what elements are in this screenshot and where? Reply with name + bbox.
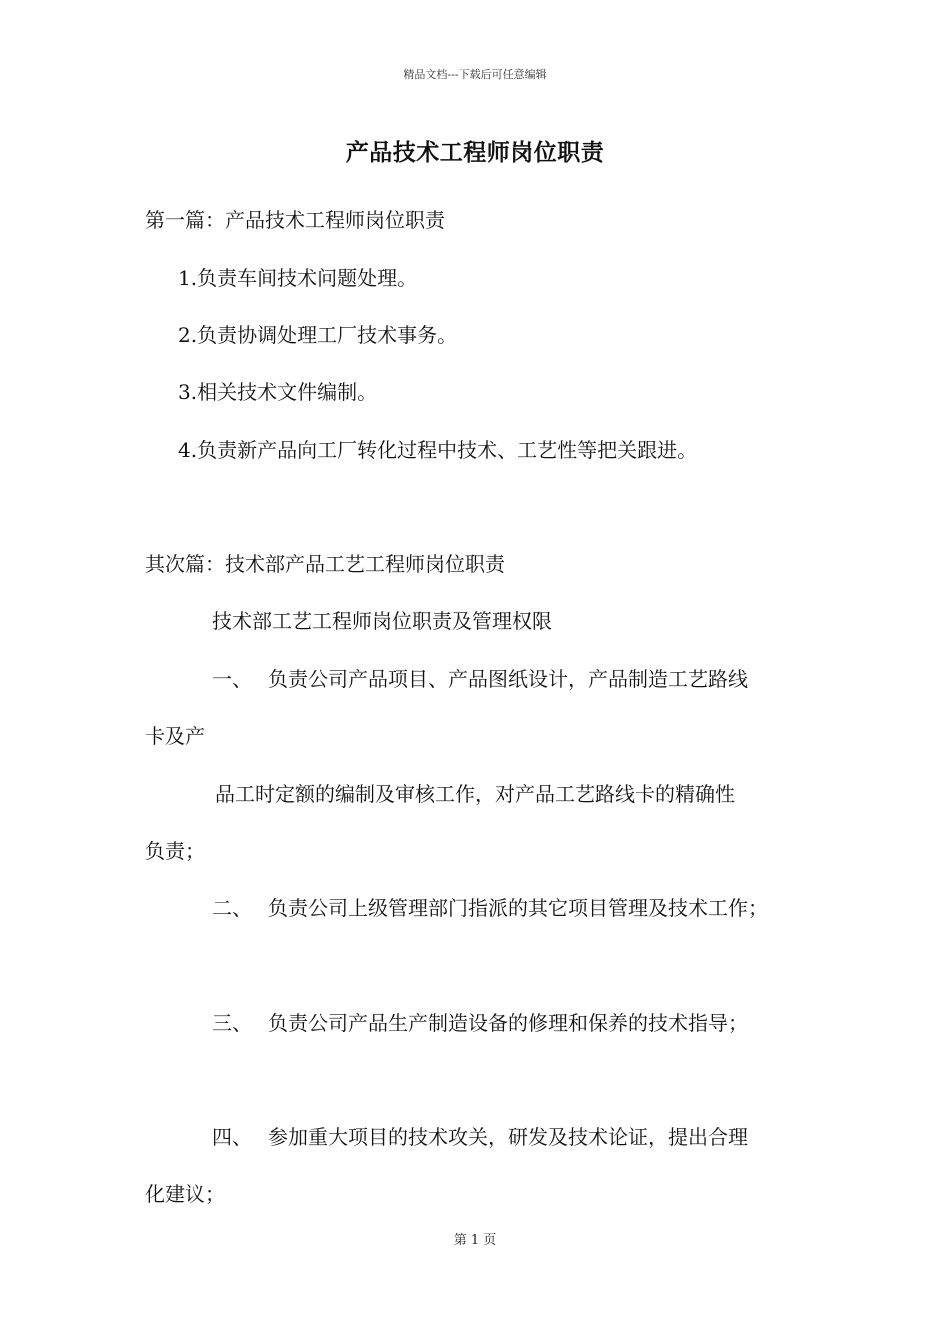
item-number: 四、 bbox=[212, 1125, 252, 1149]
item-text: 负责公司产品项目、产品图纸设计，产品制造工艺路线 bbox=[268, 667, 748, 691]
item-text: 负责公司上级管理部门指派的其它项目管理及技术工作； bbox=[268, 896, 768, 920]
page-header: 精品文档---下载后可任意编辑 bbox=[403, 68, 547, 81]
item-number: 一、 bbox=[212, 667, 252, 691]
item-number: 二、 bbox=[212, 896, 252, 920]
item-continuation: 卡及产 bbox=[145, 724, 205, 748]
item-continuation: 负责； bbox=[145, 839, 205, 863]
duty-item-1-cont: 品工时定额的编制及审核工作，对产品工艺路线卡的精确性 bbox=[215, 782, 735, 806]
item-text: 参加重大项目的技术攻关，研发及技术论证，提出合理 bbox=[268, 1125, 748, 1149]
page-number: 第 1 页 bbox=[453, 1233, 497, 1248]
duty-item-3 bbox=[212, 1009, 748, 1037]
duty-item-4 bbox=[212, 1123, 748, 1151]
duty-item-1 bbox=[212, 665, 748, 693]
document-title: 产品技术工程师岗位职责 bbox=[345, 139, 605, 166]
list-item: 3.相关技术文件编制。 bbox=[178, 380, 378, 404]
section-heading-2: 其次篇：技术部产品工艺工程师岗位职责 bbox=[145, 552, 505, 576]
item-continuation: 化建议； bbox=[145, 1182, 225, 1206]
list-item: 1.负责车间技术问题处理。 bbox=[178, 266, 418, 290]
list-item: 2.负责协调处理工厂技术事务。 bbox=[178, 323, 458, 347]
duty-item-2 bbox=[212, 894, 768, 922]
item-text: 负责公司产品生产制造设备的修理和保养的技术指导； bbox=[268, 1011, 748, 1035]
list-item: 4.负责新产品向工厂转化过程中技术、工艺性等把关跟进。 bbox=[178, 438, 698, 462]
section-subheading: 技术部工艺工程师岗位职责及管理权限 bbox=[212, 609, 552, 633]
section-heading-1: 第一篇：产品技术工程师岗位职责 bbox=[145, 208, 445, 232]
item-number: 三、 bbox=[212, 1011, 252, 1035]
